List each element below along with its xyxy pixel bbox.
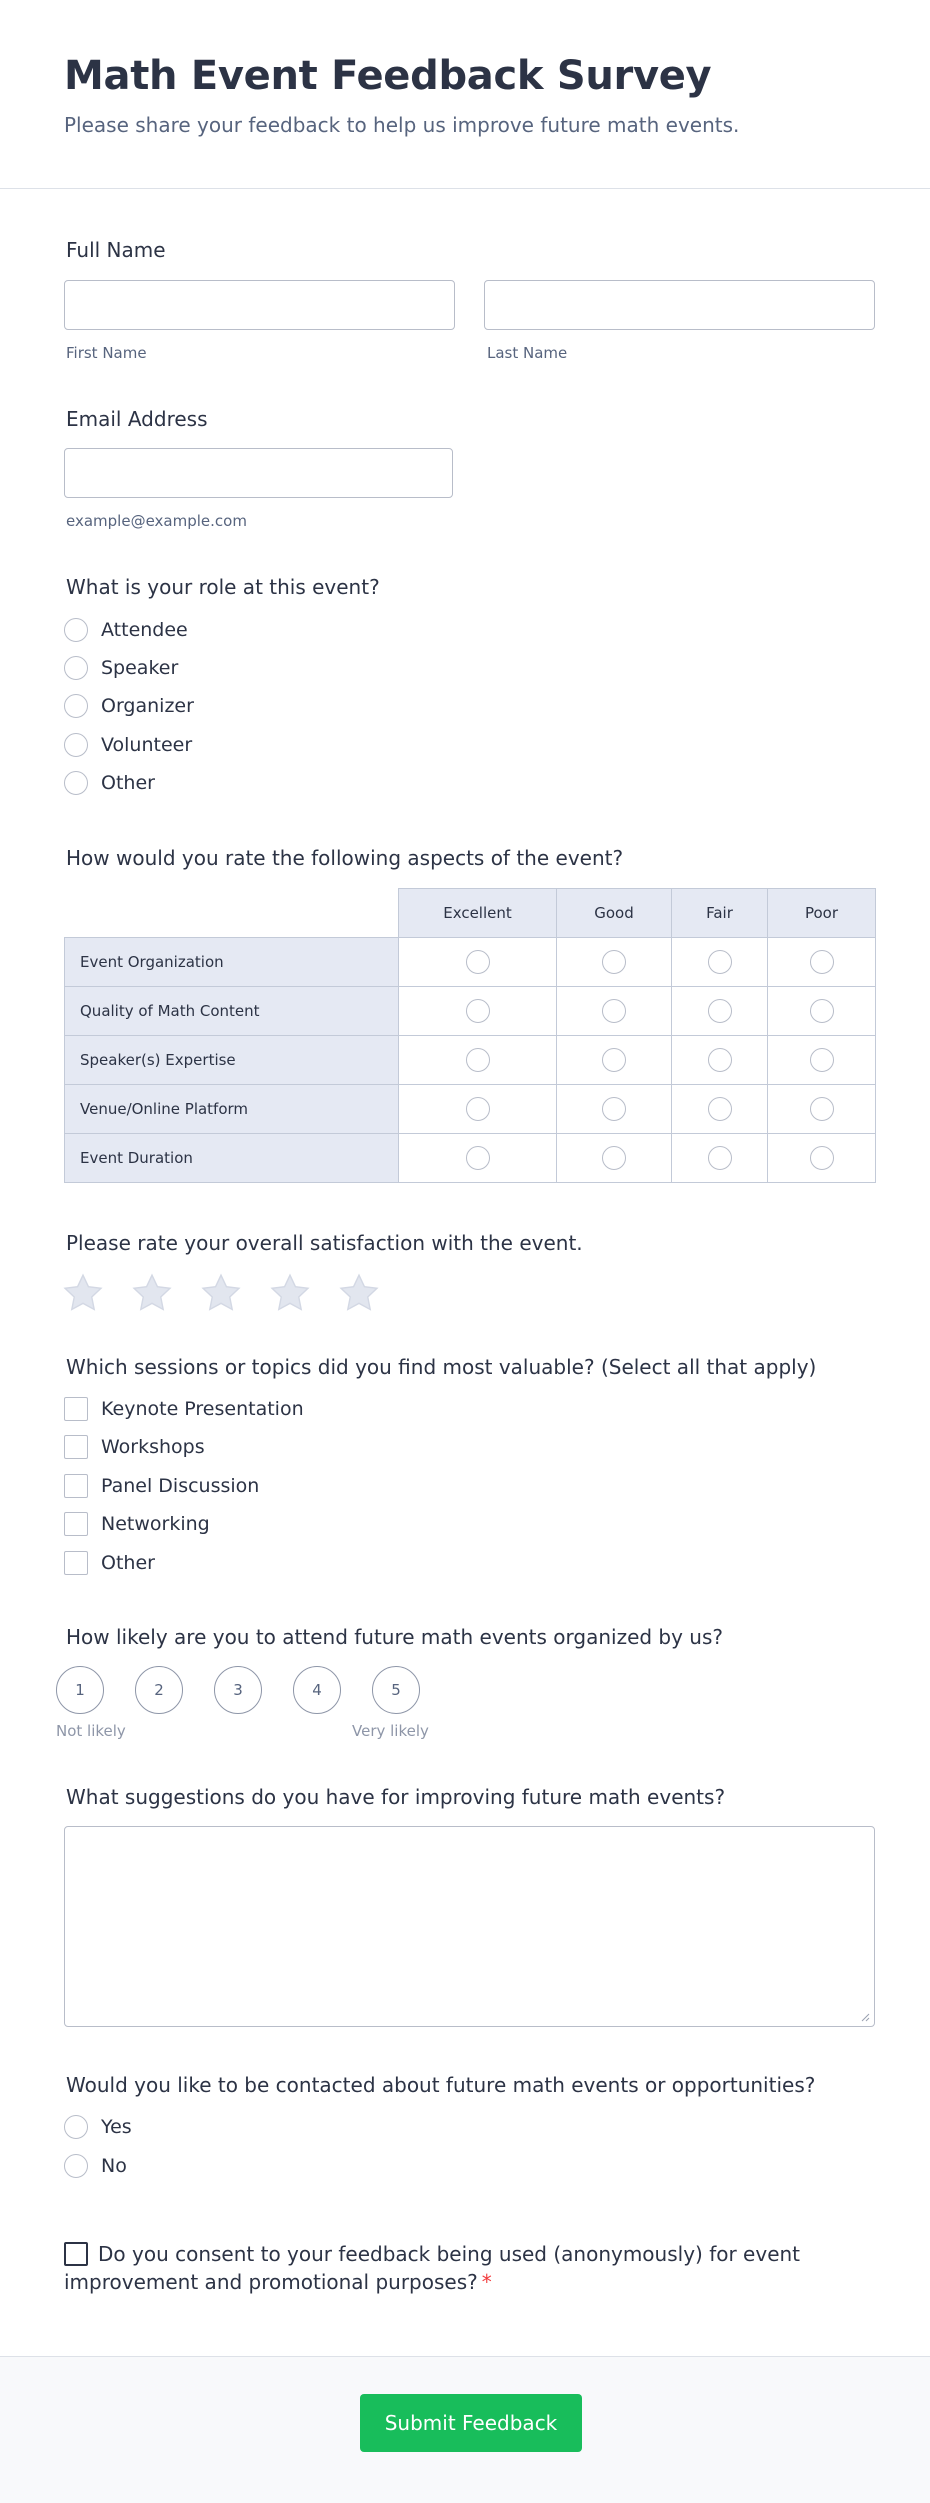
checkbox[interactable] — [64, 1435, 88, 1459]
role-option-speaker[interactable] — [64, 654, 178, 682]
matrix-radio[interactable] — [708, 999, 732, 1023]
matrix-cell — [399, 1036, 557, 1085]
checkbox[interactable] — [64, 1397, 88, 1421]
matrix-radio[interactable] — [810, 1146, 834, 1170]
full-name-label: Full Name — [66, 238, 166, 262]
consent-checkbox[interactable] — [64, 2242, 88, 2266]
matrix-cell — [768, 987, 876, 1036]
matrix-row-label: Venue/Online Platform — [65, 1085, 399, 1134]
matrix-cell — [399, 938, 557, 987]
email-input[interactable] — [64, 448, 453, 498]
session-option-workshops[interactable] — [64, 1433, 205, 1461]
matrix-cell — [399, 1134, 557, 1183]
option-label: Volunteer — [101, 734, 193, 756]
matrix-row — [65, 938, 876, 987]
matrix-radio[interactable] — [810, 1097, 834, 1121]
matrix-row — [65, 987, 876, 1036]
email-label: Email Address — [66, 407, 208, 431]
role-label: What is your role at this event? — [66, 575, 380, 599]
page-title: Math Event Feedback Survey — [64, 53, 712, 99]
option-label: Speaker — [101, 657, 179, 679]
matrix-radio[interactable] — [810, 999, 834, 1023]
matrix-row — [65, 1134, 876, 1183]
first-name-input[interactable] — [64, 280, 455, 330]
scale-option-3[interactable]: 3 — [214, 1666, 262, 1714]
matrix-cell — [768, 1085, 876, 1134]
resize-handle-icon[interactable] — [861, 2013, 870, 2022]
role-option-attendee[interactable] — [64, 616, 188, 644]
scale-max-label: Very likely — [352, 1722, 429, 1740]
satisfaction-label: Please rate your overall satisfaction with the event. — [66, 1231, 583, 1255]
option-label: Attendee — [101, 619, 188, 641]
radio-button[interactable] — [64, 733, 88, 757]
star-icon[interactable] — [62, 1272, 104, 1314]
contact-option-yes[interactable] — [64, 2113, 132, 2141]
footer-divider — [0, 2356, 930, 2357]
matrix-radio[interactable] — [466, 1146, 490, 1170]
matrix-cell — [399, 987, 557, 1036]
session-option-other[interactable] — [64, 1549, 155, 1577]
session-option-networking[interactable] — [64, 1510, 210, 1538]
last-name-input[interactable] — [484, 280, 875, 330]
matrix-radio[interactable] — [810, 1048, 834, 1072]
star-icon[interactable] — [269, 1272, 311, 1314]
matrix-cell — [557, 1036, 672, 1085]
consent-field — [64, 2240, 824, 2296]
radio-button[interactable] — [64, 2115, 88, 2139]
first-name-sublabel: First Name — [66, 344, 147, 362]
matrix-cell — [557, 938, 672, 987]
matrix-radio[interactable] — [602, 999, 626, 1023]
radio-button[interactable] — [64, 771, 88, 795]
likelihood-label: How likely are you to attend future math events organized by us? — [66, 1625, 724, 1649]
matrix-radio[interactable] — [602, 1146, 626, 1170]
matrix-radio[interactable] — [602, 1097, 626, 1121]
matrix-cell — [672, 1036, 768, 1085]
last-name-sublabel: Last Name — [487, 344, 568, 362]
matrix-row-label: Event Duration — [65, 1134, 399, 1183]
matrix-radio[interactable] — [708, 950, 732, 974]
submit-button[interactable]: Submit Feedback — [360, 2394, 582, 2452]
suggestions-textarea[interactable] — [64, 1826, 875, 2027]
radio-button[interactable] — [64, 694, 88, 718]
matrix-cell — [768, 1036, 876, 1085]
option-label: Keynote Presentation — [101, 1398, 304, 1420]
radio-button[interactable] — [64, 618, 88, 642]
matrix-cell — [672, 1134, 768, 1183]
scale-option-5[interactable]: 5 — [372, 1666, 420, 1714]
matrix-cell — [672, 1085, 768, 1134]
matrix-cell — [768, 1134, 876, 1183]
matrix-cell — [399, 1085, 557, 1134]
role-option-other[interactable] — [64, 769, 155, 797]
matrix-radio[interactable] — [708, 1097, 732, 1121]
option-label: Workshops — [101, 1436, 205, 1458]
scale-option-4[interactable]: 4 — [293, 1666, 341, 1714]
option-label: Panel Discussion — [101, 1475, 260, 1497]
sessions-label: Which sessions or topics did you find most valuable? (Select all that apply) — [66, 1355, 817, 1379]
header-divider — [0, 188, 930, 189]
matrix-col-excellent: Excellent — [399, 889, 557, 938]
option-label: Other — [101, 1552, 155, 1574]
checkbox[interactable] — [64, 1551, 88, 1575]
matrix-row-label: Speaker(s) Expertise — [65, 1036, 399, 1085]
session-option-panel[interactable] — [64, 1472, 259, 1500]
rating-matrix — [64, 888, 876, 1183]
matrix-radio[interactable] — [466, 1048, 490, 1072]
star-icon[interactable] — [200, 1272, 242, 1314]
matrix-col-fair: Fair — [672, 889, 768, 938]
contact-label: Would you like to be contacted about future math events or opportunities? — [66, 2073, 816, 2097]
matrix-cell — [557, 987, 672, 1036]
page-subtitle: Please share your feedback to help us improve future math events. — [64, 113, 740, 137]
radio-button[interactable] — [64, 656, 88, 680]
matrix-radio[interactable] — [602, 950, 626, 974]
star-icon[interactable] — [338, 1272, 380, 1314]
star-rating — [62, 1272, 407, 1314]
matrix-col-good: Good — [557, 889, 672, 938]
matrix-row — [65, 1036, 876, 1085]
email-sublabel: example@example.com — [66, 512, 247, 530]
likelihood-scale — [56, 1666, 451, 1714]
matrix-radio[interactable] — [708, 1048, 732, 1072]
scale-option-2[interactable]: 2 — [135, 1666, 183, 1714]
session-option-keynote[interactable] — [64, 1395, 304, 1423]
contact-option-no[interactable] — [64, 2152, 127, 2180]
option-label: Networking — [101, 1513, 210, 1535]
checkbox[interactable] — [64, 1512, 88, 1536]
matrix-radio[interactable] — [708, 1146, 732, 1170]
option-label: Other — [101, 772, 155, 794]
required-mark: * — [481, 2270, 492, 2294]
checkbox[interactable] — [64, 1474, 88, 1498]
matrix-radio[interactable] — [810, 950, 834, 974]
matrix-label: How would you rate the following aspects of the event? — [66, 846, 624, 870]
scale-option-1[interactable]: 1 — [56, 1666, 104, 1714]
matrix-radio[interactable] — [602, 1048, 626, 1072]
matrix-cell — [672, 938, 768, 987]
matrix-cell — [557, 1134, 672, 1183]
radio-button[interactable] — [64, 2154, 88, 2178]
matrix-cell — [557, 1085, 672, 1134]
scale-min-label: Not likely — [56, 1722, 126, 1740]
matrix-col-poor: Poor — [768, 889, 876, 938]
suggestions-label: What suggestions do you have for improving future math events? — [66, 1785, 726, 1809]
matrix-row-label: Quality of Math Content — [65, 987, 399, 1036]
matrix-row-label: Event Organization — [65, 938, 399, 987]
consent-text: Do you consent to your feedback being used (anonymously) for event improvement and promotional purposes? — [64, 2242, 801, 2294]
matrix-radio[interactable] — [466, 1097, 490, 1121]
role-option-organizer[interactable] — [64, 692, 194, 720]
matrix-cell — [672, 987, 768, 1036]
form-header — [64, 50, 884, 138]
matrix-radio[interactable] — [466, 950, 490, 974]
option-label: No — [101, 2155, 127, 2177]
matrix-cell — [768, 938, 876, 987]
matrix-radio[interactable] — [466, 999, 490, 1023]
matrix-row — [65, 1085, 876, 1134]
star-icon[interactable] — [131, 1272, 173, 1314]
matrix-header-row — [65, 889, 876, 938]
option-label: Organizer — [101, 695, 194, 717]
role-option-volunteer[interactable] — [64, 731, 192, 759]
option-label: Yes — [101, 2116, 132, 2138]
matrix-corner — [65, 889, 399, 938]
